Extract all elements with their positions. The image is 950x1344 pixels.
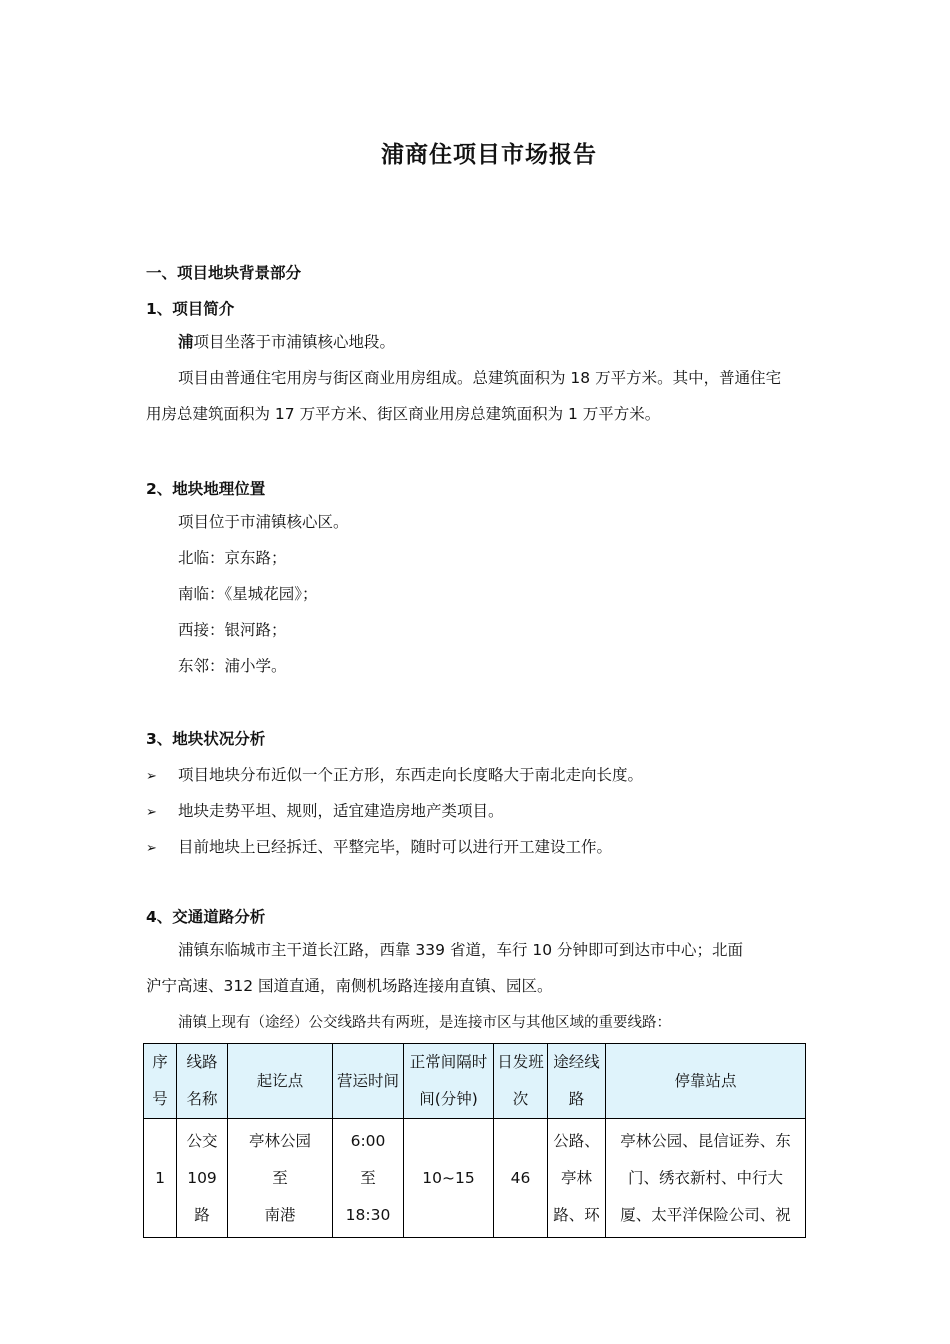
- location-line: 北临：京东路；: [178, 549, 287, 567]
- bullet-text: 项目地块分布近似一个正方形，东西走向长度略大于南北走向长度。: [178, 766, 644, 784]
- traffic-line-1: 浦镇东临城市主干道长江路，西靠 339 省道，车行 10 分钟即可到达市中心；北面: [178, 941, 744, 959]
- bus-routes-table: [143, 1043, 806, 1238]
- traffic-line-2: 沪宁高速、312 国道直通，南侧机场路连接甪直镇、园区。: [146, 977, 553, 995]
- location-line: 项目位于市浦镇核心区。: [178, 513, 349, 531]
- location-line: 南临：《星城花园》；: [178, 585, 318, 603]
- subheading-traffic: 4、交通道路分析: [146, 908, 266, 926]
- bullet-text: 地块走势平坦、规则，适宜建造房地产类项目。: [178, 802, 504, 820]
- table-cell: 46: [494, 1119, 548, 1238]
- bullet-text: 目前地块上已经拆迁、平整完毕，随时可以进行开工建设工作。: [178, 838, 613, 856]
- header-cell: 正常间隔时 间(分钟): [404, 1044, 494, 1119]
- header-cell: 线路 名称: [177, 1044, 228, 1119]
- location-line: 东邻：浦小学。: [178, 657, 287, 675]
- intro-bold-word: 浦: [178, 333, 194, 351]
- intro-paragraph-1-text: 项目坐落于市浦镇核心地段。: [193, 333, 396, 351]
- subheading-location: 2、地块地理位置: [146, 480, 266, 498]
- intro-paragraph-2-line-2: 用房总建筑面积为 17 万平方米、街区商业用房总建筑面积为 1 万平方米。: [146, 405, 661, 423]
- intro-paragraph-1: [178, 324, 395, 360]
- arrow-bullet-icon: ➢: [146, 769, 157, 784]
- table-cell: 1: [144, 1119, 177, 1238]
- table-cell: 公路、 亭林 路、环: [548, 1119, 606, 1238]
- header-cell: 起讫点: [228, 1044, 333, 1119]
- header-cell: 序 号: [144, 1044, 177, 1119]
- arrow-bullet-icon: ➢: [146, 805, 157, 820]
- bullet-item: [146, 763, 643, 785]
- table-cell: 亭林公园 至 南港: [228, 1119, 333, 1238]
- section-heading-background: 一、项目地块背景部分: [146, 264, 302, 282]
- table-header-row: [144, 1044, 806, 1119]
- header-cell: 停靠站点: [606, 1044, 806, 1119]
- intro-paragraph-2-line-1: 项目由普通住宅用房与街区商业用房组成。总建筑面积为 18 万平方米。其中，普通住宅: [178, 369, 782, 387]
- bullet-item: [146, 835, 612, 857]
- header-cell: 途经线 路: [548, 1044, 606, 1119]
- table-cell: 公交 109 路: [177, 1119, 228, 1238]
- location-line: 西接：银河路；: [178, 621, 287, 639]
- page-title: 浦商住项目市场报告: [381, 142, 597, 168]
- header-cell: 日发班 次: [494, 1044, 548, 1119]
- subheading-site-status: 3、地块状况分析: [146, 730, 266, 748]
- bullet-item: [146, 799, 504, 821]
- table-row: [144, 1119, 806, 1238]
- subheading-project-intro: 1、项目简介: [146, 300, 235, 318]
- header-cell: 营运时间: [333, 1044, 404, 1119]
- arrow-bullet-icon: ➢: [146, 841, 157, 856]
- traffic-line-3: 浦镇上现有（途经）公交线路共有两班，是连接市区与其他区域的重要线路：: [178, 1015, 671, 1031]
- table-cell: 10~15: [404, 1119, 494, 1238]
- table-cell: 6:00 至 18:30: [333, 1119, 404, 1238]
- table-cell: 亭林公园、昆信证券、东 门、绣衣新村、中行大 厦、太平洋保险公司、祝: [606, 1119, 806, 1238]
